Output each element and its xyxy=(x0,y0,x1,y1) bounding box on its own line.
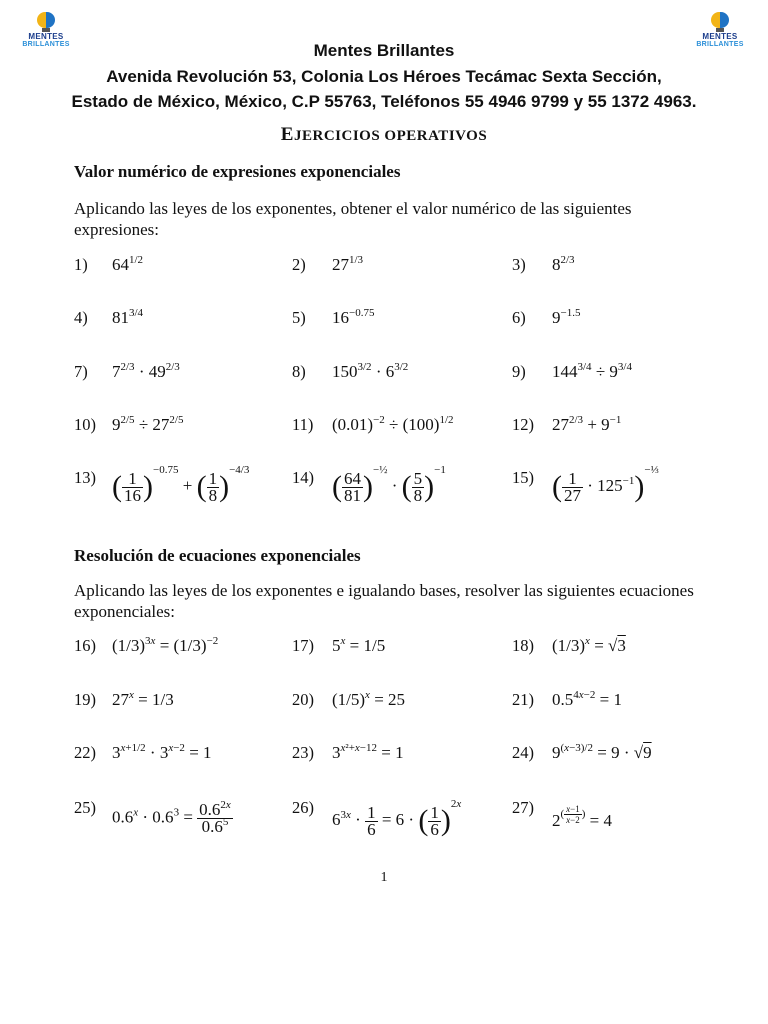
exercise-number: 16) xyxy=(74,636,96,655)
exercise-6: $9^{-1.5}$ xyxy=(552,307,581,327)
page-title: EJERCICIOS OPERATIVOS xyxy=(280,124,488,145)
address-line-1: Avenida Revolución 53, Colonia Los Héroes Tecámac Sexta Sección, xyxy=(106,67,662,86)
exercise-number: 12) xyxy=(512,415,534,434)
section1-heading: Valor numérico de expresiones exponenciales xyxy=(74,162,401,181)
exercise-number: 6) xyxy=(512,308,526,327)
logo-left: MENTES BRILLANTES xyxy=(16,12,76,56)
page-number: 1 xyxy=(380,870,388,885)
exercise-13: ( $\frac{1}{16}$ )$^{-0.75}$ + ( $\frac{1}{8}$ )$^{-4/3}$ xyxy=(112,464,250,505)
exercise-12: $27^{2/3} + 9^{-1}$ xyxy=(552,414,622,434)
exercise-number: 17) xyxy=(292,636,314,655)
exercise-number: 24) xyxy=(512,743,534,762)
exercise-number: 18) xyxy=(512,636,534,655)
exercise-number: 22) xyxy=(74,743,96,762)
org-name: Mentes Brillantes xyxy=(313,41,455,60)
exercise-20: $(1/5)^x = 25$ xyxy=(332,689,406,709)
exercise-number: 15) xyxy=(512,468,534,487)
exercise-27: $2^{( \frac{x-1}{x-2} )} = 4$ xyxy=(552,804,613,831)
exercise-number: 11) xyxy=(292,415,314,434)
exercise-17: $5^x = 1/5$ xyxy=(332,635,386,655)
exercise-number: 3) xyxy=(512,255,526,274)
exercise-number: 14) xyxy=(292,468,314,487)
exercise-number: 1) xyxy=(74,255,88,274)
lightbulb-icon xyxy=(711,12,729,32)
exercise-25: $0.6^x \cdot 0.6^3$ = $\frac{0.6^{2x}}{0.6^5}$ xyxy=(112,799,231,836)
exercise-8: $150^{3/2} \cdot 6^{3/2}$ xyxy=(332,361,409,381)
exercise-7: $7^{2/3} \cdot 49^{2/3}$ xyxy=(112,361,180,381)
exercise-number: 27) xyxy=(512,798,534,817)
exercise-number: 25) xyxy=(74,798,96,817)
exercise-22: $3^{x+1/2} \cdot 3^{x-2} = 1$ xyxy=(112,742,212,762)
exercise-16: $(1/3)^{3x} = (1/3)^{-2}$ xyxy=(112,635,219,655)
exercise-number: 8) xyxy=(292,362,306,381)
exercise-3: $8^{2/3}$ xyxy=(552,254,575,274)
exercise-number: 7) xyxy=(74,362,88,381)
exercise-4: $81^{3/4}$ xyxy=(112,307,144,327)
exercise-number: 9) xyxy=(512,362,526,381)
exercise-9: $144^{3/4} \div 9^{3/4}$ xyxy=(552,361,632,381)
exercise-number: 10) xyxy=(74,415,96,434)
exercise-21: $0.5^{4x-2} = 1$ xyxy=(552,689,622,709)
exercise-number: 19) xyxy=(74,690,96,709)
exercise-number: 4) xyxy=(74,308,88,327)
exercise-14: ( $\frac{64}{81}$ )$^{-\frac{1}{2}}$ · ( $\frac{5}{8}$ )$^{-1}$ xyxy=(332,464,446,505)
exercise-number: 20) xyxy=(292,690,314,709)
exercise-23: $3^{x^2+x-12} = 1$ xyxy=(332,742,404,762)
lightbulb-icon xyxy=(37,12,55,32)
exercise-26: $6^{3x}$ · $\frac{1}{6}$ = 6 · ( $\frac{1}{6}$ )$^{2x}$ xyxy=(332,798,462,839)
exercise-number: 5) xyxy=(292,308,306,327)
exercise-2: $27^{1/3}$ xyxy=(332,254,364,274)
exercise-number: 23) xyxy=(292,743,314,762)
exercise-18: $(1/3)^x = √3$ xyxy=(552,635,626,655)
section2-instructions: Aplicando las leyes de los exponentes e igualando bases, resolver las siguientes ecuaciones exponenciales: xyxy=(74,581,694,621)
exercise-10: $9^{2/5} \div 27^{2/5}$ xyxy=(112,414,184,434)
exercise-number: 21) xyxy=(512,690,534,709)
section2-heading: Resolución de ecuaciones exponenciales xyxy=(74,546,361,565)
exercise-19: $27^x = 1/3$ xyxy=(112,689,174,709)
exercise-number: 2) xyxy=(292,255,306,274)
exercise-1: $64^{1/2}$ xyxy=(112,254,144,274)
logo-right: MENTES BRILLANTES xyxy=(690,12,750,56)
exercise-15: ( $\frac{1}{27}$ · $125^{-1})^{-\frac{1}{3}}$ xyxy=(552,464,659,505)
exercise-5: $16^{-0.75}$ xyxy=(332,307,375,327)
exercise-11: $(0.01)^{-2} \div (100)^{1/2}$ xyxy=(332,414,454,434)
address-line-2: Estado de México, México, C.P 55763, Teléfonos 55 4946 9799 y 55 1372 4963. xyxy=(71,92,697,111)
section1-instructions: Aplicando las leyes de los exponentes, obtener el valor numérico de las siguientes expresiones: xyxy=(74,199,632,239)
exercise-number: 26) xyxy=(292,798,314,817)
exercise-24: $9^{(x-3)/2} = 9 \cdot √9$ xyxy=(552,742,652,762)
exercise-number: 13) xyxy=(74,468,96,487)
